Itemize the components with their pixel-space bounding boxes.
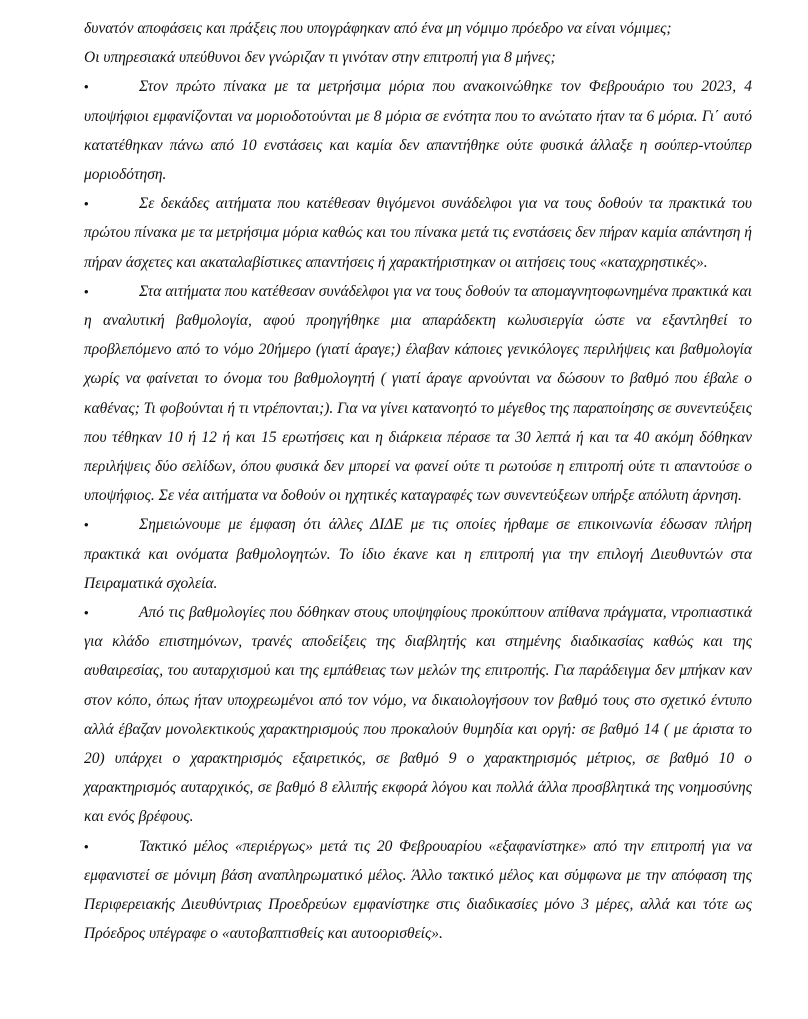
bullet-icon: • [84,196,89,212]
list-item [84,277,752,511]
list-item-text: Στα αιτήματα που κατέθεσαν συνάδελφοι για να τους δοθούν τα απομαγνητοφωνημένα πρακτικά και η αναλυτική βαθμολογία, αφού προηγήθηκε μια απαράδεκτη κωλυσιεργία ώστε να εξαντληθεί το προβλεπόμενο από το νόμο 20ήμερο (γιατί άραγε;) έλαβαν κάποιες γενικόλογες περιλήψεις και βαθμολογία χωρίς να φαίνεται το όνομα του βαθμολογητή ( γιατί άραγε αρνούνται να δώσουν το βαθμό που έβαλε ο καθένας; Τι φοβούνται ή τι ντρέπονται;). Για να γίνει κατανοητό το μέγεθος της παραποίησης σε συνεντεύξεις που τέθηκαν 10 ή 12 ή και 15 ερωτήσεις και η διάρκεια πέρασε τα 30 λεπτά ή και τα 40 ακόμη δόθηκαν περιλήψεις δύο σελίδων, όπου φυσικά δεν μπορεί να φανεί ούτε τι ρωτούσε η επιτροπή ούτε τι απαντούσε ο υποψήφιος. Σε νέα αιτήματα να δοθούν οι ηχητικές καταγραφές των συνεντεύξεων υπήρξε απόλυτη άρνηση. [84,282,752,505]
bullet-icon: • [84,605,89,621]
list-item-text: Σημειώνουμε με έμφαση ότι άλλες ΔΙΔΕ με τις οποίες ήρθαμε σε επικοινωνία έδωσαν πλήρη πρακτικά και ονόματα βαθμολογητών. Το ίδιο έκανε και η επιτροπή για την επιλογή Διευθυντών στα Πειραματικά σχολεία. [84,516,752,592]
list-item [84,72,752,189]
list-item-text: Από τις βαθμολογίες που δόθηκαν στους υποψηφίους προκύπτουν απίθανα πράγματα, ντροπιαστικά για κλάδο επιστημόνων, τρανές αποδείξεις της διαβλητής και στημένης διαδικασίας καθώς και της αυθαιρεσίας, του αυταρχισμού και της εμπάθειας των μελών της επιτροπής. Για παράδειγμα δεν μπήκαν καν στον κόπο, όπως ήταν υποχρεωμένοι από τον νόμο, να δικαιολογήσουν τον βαθμό τους στο σχετικό έντυπο αλλά έβαζαν μονολεκτικούς χαρακτηρισμούς που προκαλούν θυμηδία και οργή: σε βαθμό 14 ( με άριστα το 20) υπάρχει ο χαρακτηρισμός εξαιρετικός, σε βαθμό 9 ο χαρακτηρισμός μέτριος, σε βαθμό 10 ο χαρακτηρισμός αυταρχικός, σε βαθμό 8 ελλιπής εκφορά λόγου και πολλά άλλα προσβλητικά της νοημοσύνης και ενός βρέφους. [84,604,752,826]
list-item-text: Στον πρώτο πίνακα με τα μετρήσιμα μόρια που ανακοινώθηκε τον Φεβρουάριο του 2023, 4 υποψήφιοι εμφανίζονται να μοριοδοτούνται με 8 μόρια σε ενότητα που το ανώτατο ήταν τα 6 μόρια. Γι΄ αυτό κατατέθηκαν πάνω από 10 ενστάσεις και καμία δεν απαντήθηκε ούτε φυσικά άλλαξε η σούπερ-ντούπερ μοριοδότηση. [84,78,752,184]
list-item-text: Σε δεκάδες αιτήματα που κατέθεσαν θιγόμενοι συνάδελφοι για να τους δοθούν τα πρακτικά του πρώτου πίνακα με τα μετρήσιμα μόρια καθώς και του πίνακα μετά τις ενστάσεις δεν πήραν καμία απάντηση ή πήραν άσχετες και ακαταλαβίστικες απαντήσεις ή χαρακτήριστηκαν οι αιτήσεις τους «καταχρηστικές». [84,195,752,271]
bullet-icon: • [84,283,89,299]
intro-line: Οι υπηρεσιακά υπεύθυνοι δεν γνώριζαν τι γινόταν στην επιτροπή για 8 μήνες; [84,49,556,67]
bullet-icon: • [84,838,89,854]
bullet-icon: • [84,79,89,95]
list-item [84,598,752,832]
list-item [84,510,752,598]
list-item [84,189,752,277]
document-page [84,14,752,949]
intro-line: δυνατόν αποφάσεις και πράξεις που υπογράφηκαν από ένα μη νόμιμο πρόεδρο να είναι νόμιμες; [84,20,672,37]
bullet-icon: • [84,517,89,533]
list-item [84,832,752,949]
list-item-text: Τακτικό μέλος «περιέργως» μετά τις 20 Φεβρουαρίου «εξαφανίστηκε» από την επιτροπή για να εμφανιστεί σε μόνιμη βάση αναπληρωματικό μέλος. Άλλο τακτικό μέλος και σύμφωνα με την απόφαση της Περιφερειακής Διευθύντριας Προεδρεύων εμφανίστηκε στις διαδικασίες μόνο 3 μέρες, αλλά και τότε ως Πρόεδρος υπέγραφε ο «αυτοβαπτισθείς και αυτοορισθείς». [84,837,752,943]
